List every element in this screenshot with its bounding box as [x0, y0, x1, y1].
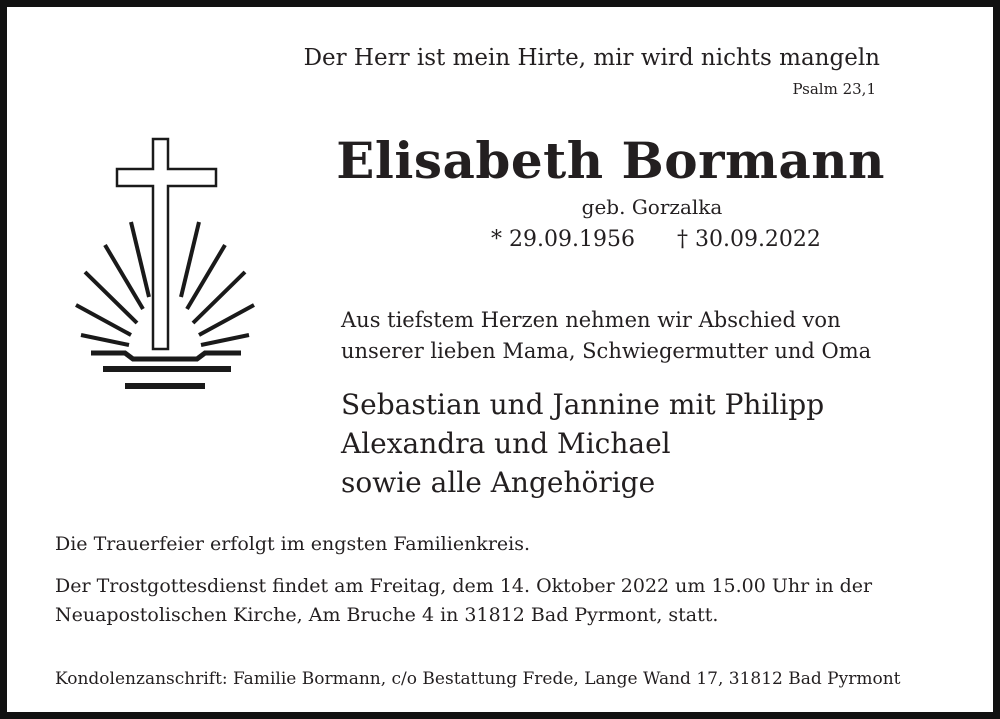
- mourner-line: sowie alle Angehörige: [341, 466, 656, 499]
- psalm-reference: Psalm 23,1: [792, 80, 876, 98]
- ceremony-note: Die Trauerfeier erfolgt im engsten Familienkreis.: [55, 533, 531, 555]
- condolence-address: Kondolenzanschrift: Familie Bormann, c/o Bestattung Frede, Lange Wand 17, 31812 Bad Pyrmont: [55, 669, 901, 689]
- service-info: [55, 572, 955, 630]
- service-line-2: Neuapostolischen Kirche, Am Bruche 4 in 31812 Bad Pyrmont, statt.: [55, 604, 719, 626]
- deceased-name: Elisabeth Bormann: [336, 131, 885, 190]
- farewell-text: [341, 305, 941, 367]
- mourner-line: Sebastian und Jannine mit Philipp: [341, 388, 825, 421]
- life-dates: [491, 227, 821, 252]
- farewell-line-1: Aus tiefstem Herzen nehmen wir Abschied von: [341, 308, 841, 332]
- maiden-name: geb. Gorzalka: [581, 195, 723, 219]
- death-date: † 30.09.2022: [676, 227, 821, 252]
- service-line-1: Der Trostgottesdienst findet am Freitag, dem 14. Oktober 2022 um 15.00 Uhr in der: [55, 575, 873, 597]
- birth-date: * 29.09.1956: [491, 227, 635, 252]
- mourner-line: Alexandra und Michael: [341, 427, 671, 460]
- farewell-line-2: unserer lieben Mama, Schwiegermutter und Oma: [341, 339, 872, 363]
- cross-sunrise-icon: [73, 137, 263, 397]
- psalm-quote: Der Herr ist mein Hirte, mir wird nichts mangeln: [303, 45, 880, 71]
- mourners-list: [341, 385, 824, 502]
